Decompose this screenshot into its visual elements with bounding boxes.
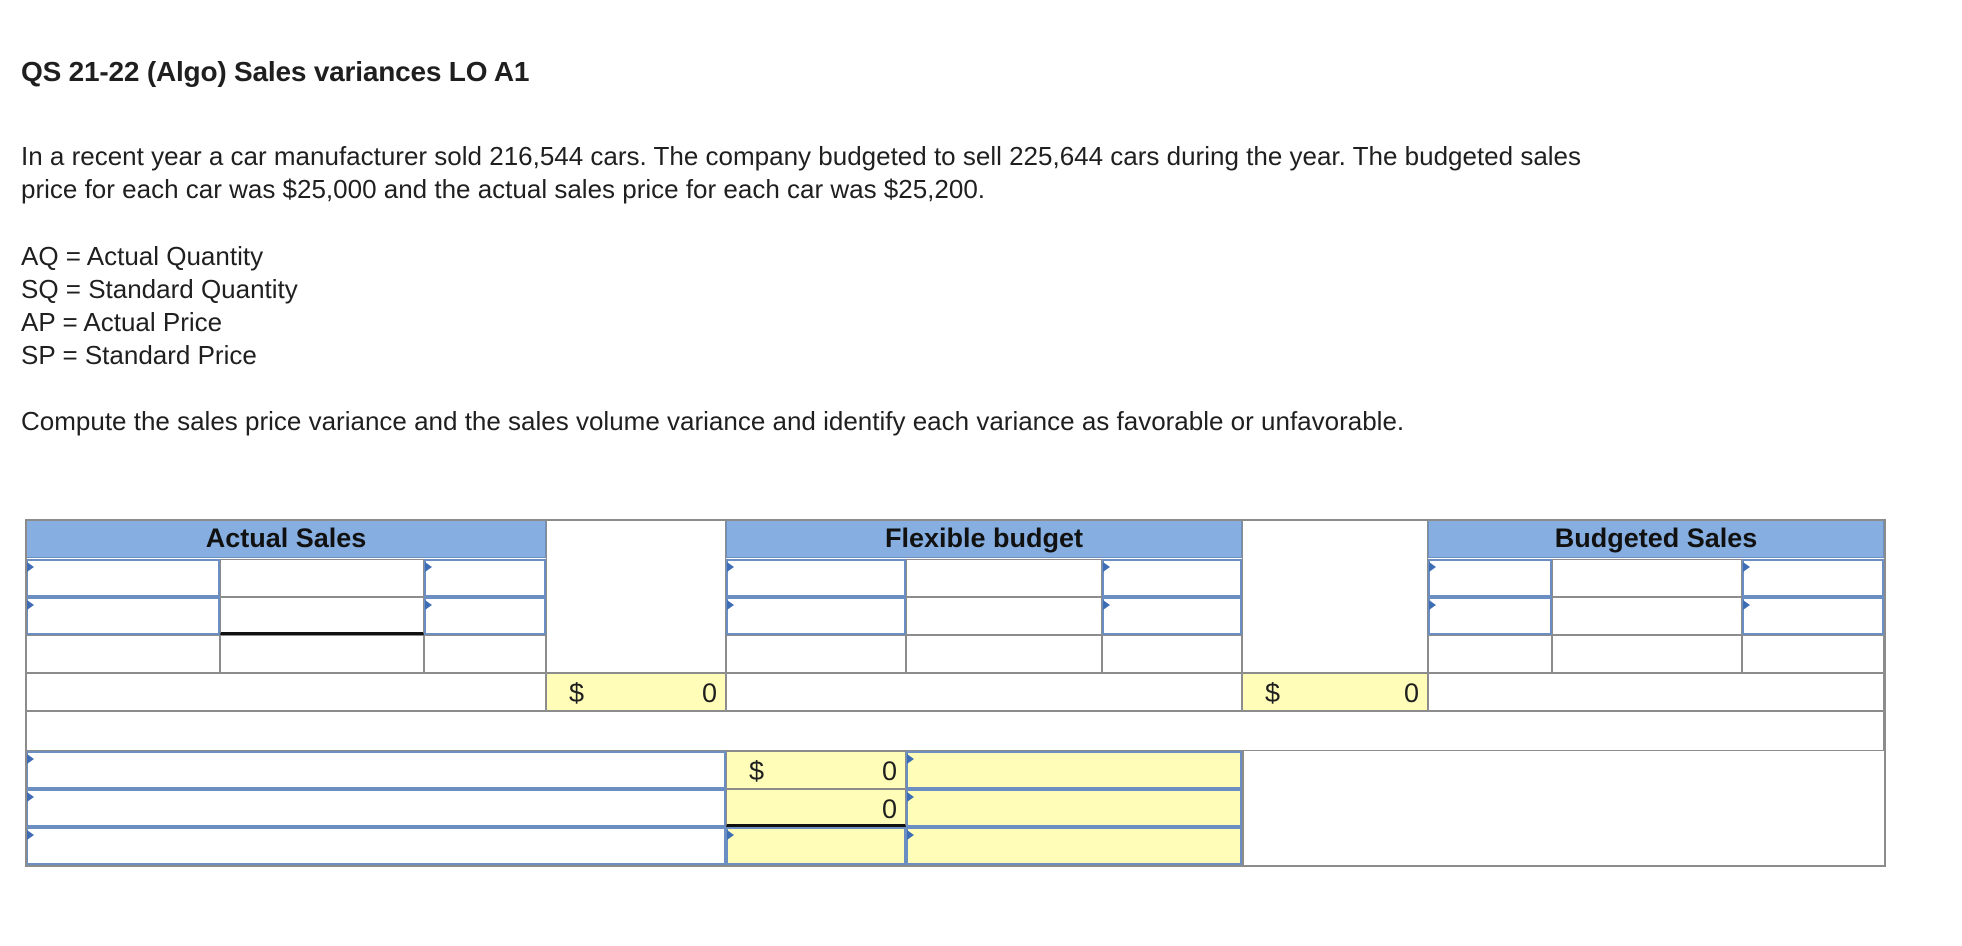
currency-symbol: $ <box>569 678 585 708</box>
flexible-vs-budget-total <box>1242 673 1428 711</box>
totals-row-middle <box>726 673 1242 711</box>
flexible-budget-blank-cell <box>906 635 1102 673</box>
total-value: 0 <box>701 678 717 708</box>
flexible-budget-amount-input-2[interactable] <box>1102 597 1242 635</box>
actual-sales-amount-input-2[interactable] <box>424 597 546 635</box>
header-budgeted-sales: Budgeted Sales <box>1428 520 1884 558</box>
actual-sales-label-input-2[interactable] <box>26 597 220 635</box>
question-instruction: Compute the sales price variance and the sales volume variance and identify each variance as favorable or unfavorable. <box>21 406 1405 436</box>
definition-sp: SP = Standard Price <box>21 340 257 370</box>
variance-type-select-3[interactable] <box>906 827 1242 865</box>
budgeted-sales-label-input-1[interactable] <box>1428 559 1552 597</box>
totals-row-right <box>1428 673 1884 711</box>
definition-sq: SQ = Standard Quantity <box>21 274 298 304</box>
variance-amount-2 <box>726 789 906 827</box>
budgeted-sales-blank-cell <box>1742 635 1884 673</box>
variance-label-input-3[interactable] <box>26 827 726 865</box>
actual-vs-flexible-total <box>546 673 726 711</box>
budgeted-sales-label-input-2[interactable] <box>1428 597 1552 635</box>
definition-ap: AP = Actual Price <box>21 307 223 337</box>
budgeted-sales-amount-input-2[interactable] <box>1742 597 1884 635</box>
actual-sales-blank-cell <box>220 635 424 673</box>
definition-aq: AQ = Actual Quantity <box>21 241 264 271</box>
variance-blank-area <box>1242 751 1884 865</box>
question-intro: In a recent year a car manufacturer sold 216,544 cars. The company budgeted to sell 225,644 cars during the year. The budgeted sales price for each car was $25,000 and the actual sales price for each car was $25,200. <box>21 141 1582 204</box>
variance-type-select-1[interactable] <box>906 751 1242 789</box>
header-flexible-budget: Flexible budget <box>726 520 1242 558</box>
variance-type-select-2[interactable] <box>906 789 1242 827</box>
flexible-budget-formula-cell-1[interactable] <box>906 559 1102 597</box>
spacer-cell <box>546 520 726 673</box>
variance-label-input-1[interactable] <box>26 751 726 789</box>
actual-sales-blank-cell <box>424 635 546 673</box>
budgeted-sales-formula-cell-1[interactable] <box>1552 559 1742 597</box>
flexible-budget-amount-input-1[interactable] <box>1102 559 1242 597</box>
variance-amount-1 <box>726 751 906 789</box>
flexible-budget-label-input-2[interactable] <box>726 597 906 635</box>
totals-row-label <box>26 673 546 711</box>
variance-label-input-2[interactable] <box>26 789 726 827</box>
variance-amount-3 <box>726 827 906 865</box>
currency-symbol: $ <box>749 756 765 786</box>
separator-row <box>26 711 1884 751</box>
definitions-list <box>21 240 298 372</box>
flexible-budget-blank-cell <box>1102 635 1242 673</box>
total-value: 0 <box>1403 678 1419 708</box>
actual-sales-formula-cell-1[interactable] <box>220 559 424 597</box>
actual-sales-label-input-1[interactable] <box>26 559 220 597</box>
actual-sales-amount-input-1[interactable] <box>424 559 546 597</box>
actual-sales-formula-cell-2[interactable] <box>220 597 424 635</box>
budgeted-sales-blank-cell <box>1552 635 1742 673</box>
question-title: QS 21-22 (Algo) Sales variances LO A1 <box>21 56 530 87</box>
actual-sales-blank-cell <box>26 635 220 673</box>
variance-value: 0 <box>881 756 897 786</box>
flexible-budget-blank-cell <box>726 635 906 673</box>
variance-value: 0 <box>881 794 897 824</box>
currency-symbol: $ <box>1265 678 1281 708</box>
header-actual-sales: Actual Sales <box>26 520 546 558</box>
budgeted-sales-blank-cell <box>1428 635 1552 673</box>
budgeted-sales-formula-cell-2[interactable] <box>1552 597 1742 635</box>
flexible-budget-label-input-1[interactable] <box>726 559 906 597</box>
spacer-cell <box>1242 520 1428 673</box>
budgeted-sales-amount-input-1[interactable] <box>1742 559 1884 597</box>
flexible-budget-formula-cell-2[interactable] <box>906 597 1102 635</box>
